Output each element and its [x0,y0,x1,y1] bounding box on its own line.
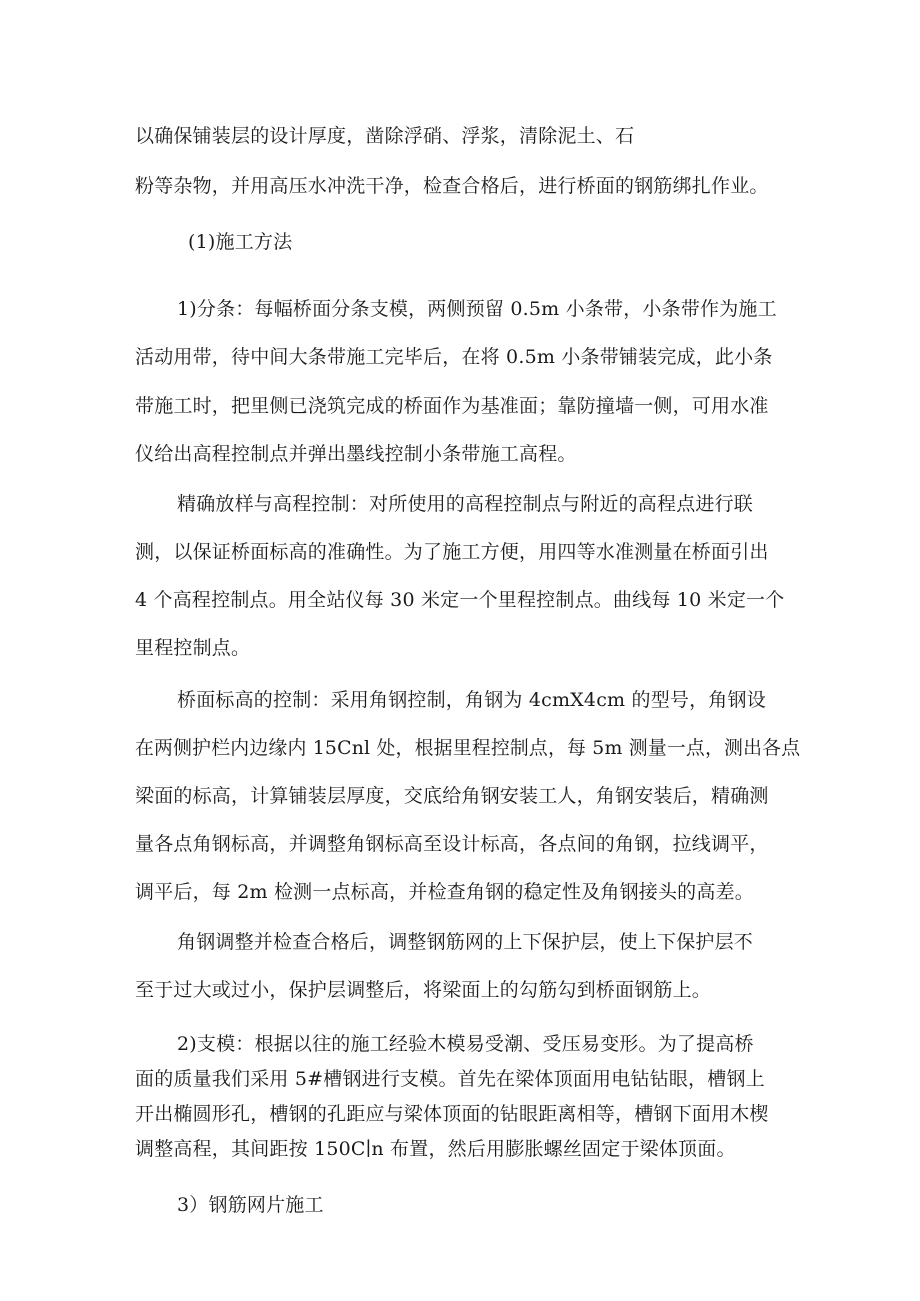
text-line: 至于过大或过小，保护层调整后，将梁面上的勾筋勾到桥面钢筋上。 [135,979,712,1001]
text-line: 量各点角钢标高，并调整角钢标高至设计标高，各点间的角钢，拉线调平， [135,833,769,855]
section-heading: 3）钢筋网片施工 [177,1194,324,1216]
text-line: 带施工时，把里侧已浇筑完成的桥面作为基准面；靠防撞墙一侧，可用水准 [135,395,769,417]
text-line: 角钢调整并检查合格后，调整钢筋网的上下保护层，使上下保护层不 [177,931,754,953]
text-line: 活动用带，待中间大条带施工完毕后，在将 0.5m 小条带铺装完成，此小条 [135,346,773,368]
text-line: 在两侧护栏内边缘内 15Cnl 处，根据里程控制点，每 5m 测量一点，测出各点 [135,737,801,759]
text-line: 4 个高程控制点。用全站仪每 30 米定一个里程控制点。曲线每 10 米定一个 [135,589,785,611]
text-line: 里程控制点。 [135,637,251,659]
text-line: 仪给出高程控制点并弹出墨线控制小条带施工高程。 [135,443,577,465]
text-line: 面的质量我们采用 5#槽钢进行支模。首先在梁体顶面用电钻钻眼，槽钢上 [135,1068,765,1090]
text-line: 粉等杂物，并用高压水冲洗干净，检查合格后，进行桥面的钢筋绑扎作业。 [135,175,769,197]
text-line: 开出椭圆形孔，槽钢的孔距应与梁体顶面的钻眼距离相等，槽钢下面用木楔 [135,1103,769,1125]
text-line: 梁面的标高，计算铺装层厚度，交底给角钢安装工人，角钢安装后，精确测 [135,785,769,807]
text-line: 调平后，每 2m 检测一点标高，并检查角钢的稳定性及角钢接头的高差。 [135,881,754,903]
text-line: 2)支模：根据以往的施工经验木模易受潮、受压易变形。为了提高桥 [177,1033,754,1055]
text-line: 调整高程，其间距按 150C∣n 布置，然后用膨胀螺丝固定于梁体顶面。 [135,1138,736,1160]
section-heading: (1)施工方法 [188,231,293,253]
text-line: 精确放样与高程控制：对所使用的高程控制点与附近的高程点进行联 [177,493,754,515]
text-line: 1)分条：每幅桥面分条支模，两侧预留 0.5m 小条带，小条带作为施工 [177,298,777,320]
text-line: 以确保铺装层的设计厚度，凿除浮硝、浮浆，清除泥土、石 [135,125,635,147]
text-line: 测，以保证桥面标高的准确性。为了施工方便，用四等水准测量在桥面引出 [135,541,769,563]
text-line: 桥面标高的控制：采用角钢控制，角钢为 4cmX4cm 的型号，角钢设 [177,689,766,711]
